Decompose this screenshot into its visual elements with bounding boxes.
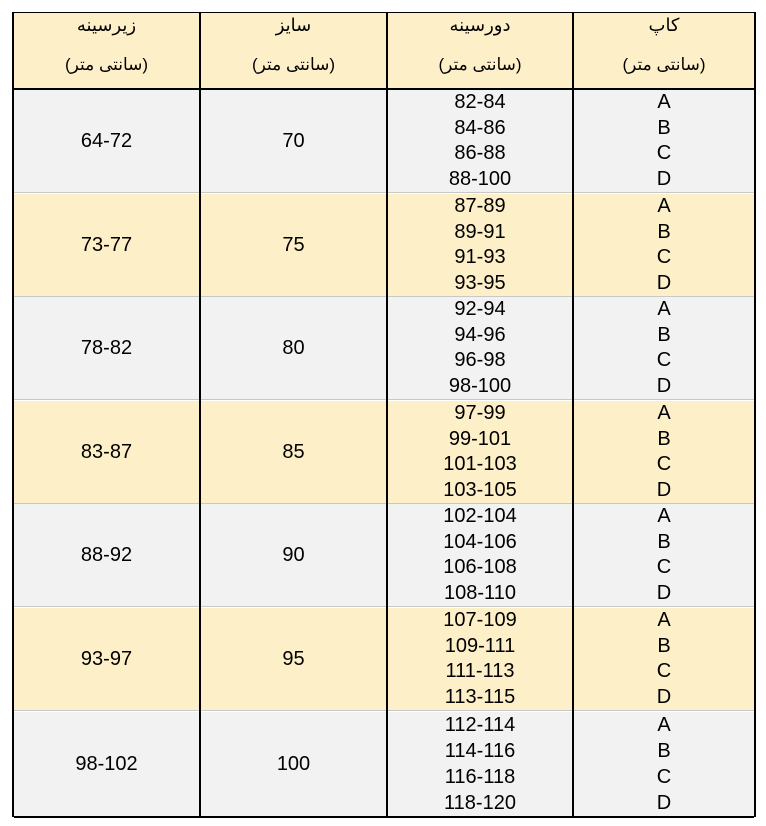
cup-value: D [656, 581, 672, 604]
size-cell: 95 [282, 647, 305, 670]
cup-value: D [656, 167, 672, 190]
cup-value: C [656, 246, 672, 269]
table-row-group [14, 608, 754, 711]
size-cell: 80 [282, 336, 305, 359]
cup-value: A [657, 609, 671, 632]
cup-value: A [657, 402, 671, 425]
cup-list [574, 504, 754, 606]
cup-value: D [656, 271, 672, 294]
bust-value: 114-116 [444, 739, 516, 762]
cup-value: B [657, 116, 671, 139]
bust-value: 98-100 [448, 374, 512, 397]
cup-value: D [656, 791, 672, 814]
cup-list [574, 401, 754, 503]
bust-list [388, 504, 572, 606]
cup-value: C [656, 556, 672, 579]
table-body [14, 90, 754, 816]
header-size-unit: (سانتی متر) [251, 55, 336, 74]
cup-value: C [656, 142, 672, 165]
cup-list [574, 194, 754, 296]
bust-value: 92-94 [454, 298, 506, 321]
header-cup-unit: (سانتی متر) [622, 55, 706, 74]
bust-value: 104-106 [443, 530, 517, 553]
table-row-group [14, 401, 754, 504]
cup-value: A [657, 713, 671, 736]
underbust-cell: 78-82 [80, 336, 133, 359]
bust-value: 97-99 [454, 402, 506, 425]
cup-value: A [657, 91, 671, 114]
bust-value: 82-84 [454, 91, 506, 114]
bust-value: 111-113 [445, 660, 515, 683]
header-underbust [14, 13, 199, 89]
size-chart-table [12, 12, 756, 817]
size-cell: 70 [282, 129, 305, 152]
bust-value: 102-104 [443, 505, 517, 528]
header-bust-title: دورسینه [449, 15, 511, 35]
underbust-cell: 98-102 [75, 752, 138, 775]
table-header [14, 12, 754, 90]
size-cell: 85 [282, 440, 305, 463]
table-row-group [14, 90, 754, 193]
bust-value: 87-89 [454, 195, 506, 218]
bust-value: 99-101 [448, 427, 512, 450]
bust-value: 103-105 [443, 478, 517, 501]
bust-value: 107-109 [443, 609, 517, 632]
bust-value: 84-86 [454, 116, 506, 139]
underbust-cell: 93-97 [80, 647, 133, 670]
underbust-cell: 64-72 [80, 129, 133, 152]
bust-value: 88-100 [448, 167, 512, 190]
cup-value: B [657, 530, 671, 553]
bust-value: 86-88 [454, 142, 506, 165]
bust-list [388, 297, 572, 399]
cup-list [574, 90, 754, 192]
header-bust-unit: (سانتی متر) [438, 55, 522, 74]
bust-value: 118-120 [444, 791, 516, 814]
bust-value: 112-114 [444, 713, 516, 736]
table-row-group [14, 504, 754, 607]
cup-value: C [656, 765, 672, 788]
cup-value: D [656, 685, 672, 708]
bust-value: 108-110 [444, 581, 516, 604]
column-divider [386, 12, 388, 817]
bust-value: 93-95 [454, 271, 506, 294]
cup-value: B [657, 427, 671, 450]
bust-list [388, 401, 572, 503]
bust-list [388, 194, 572, 296]
table-row-group [14, 194, 754, 297]
cup-value: B [657, 220, 671, 243]
header-underbust-title: زیرسینه [76, 15, 137, 35]
header-cup-title: کاپ [648, 15, 680, 35]
cup-value: A [657, 505, 671, 528]
cup-value: C [656, 349, 672, 372]
bust-list [388, 608, 572, 710]
cup-list [574, 297, 754, 399]
header-bust [388, 13, 572, 89]
column-divider [199, 12, 201, 817]
bust-value: 113-115 [444, 685, 516, 708]
cup-list [574, 712, 754, 816]
bust-value: 96-98 [454, 349, 506, 372]
column-divider [572, 12, 574, 817]
size-cell: 90 [282, 543, 305, 566]
cup-value: A [657, 298, 671, 321]
cup-value: B [657, 739, 671, 762]
cup-value: A [657, 195, 671, 218]
bust-value: 94-96 [454, 323, 506, 346]
size-cell: 100 [276, 752, 311, 775]
bust-list [388, 712, 572, 816]
bust-value: 109-111 [444, 634, 516, 657]
header-underbust-unit: (سانتی متر) [64, 55, 149, 74]
bust-value: 101-103 [443, 453, 517, 476]
underbust-cell: 83-87 [80, 440, 133, 463]
size-cell: 75 [282, 233, 305, 256]
cup-value: C [656, 660, 672, 683]
header-cup [574, 13, 754, 89]
header-size [201, 13, 386, 89]
cup-value: B [657, 634, 671, 657]
underbust-cell: 88-92 [80, 543, 133, 566]
bust-list [388, 90, 572, 192]
bust-value: 91-93 [454, 246, 506, 269]
underbust-cell: 73-77 [80, 233, 133, 256]
bust-value: 106-108 [443, 556, 517, 579]
cup-list [574, 608, 754, 710]
cup-value: D [656, 478, 672, 501]
bust-value: 89-91 [454, 220, 506, 243]
cup-value: D [656, 374, 672, 397]
table-row-group [14, 297, 754, 400]
cup-value: B [657, 323, 671, 346]
table-row-group [14, 712, 754, 818]
bust-value: 116-118 [444, 765, 516, 788]
header-size-title: سایز [275, 15, 312, 35]
cup-value: C [656, 453, 672, 476]
